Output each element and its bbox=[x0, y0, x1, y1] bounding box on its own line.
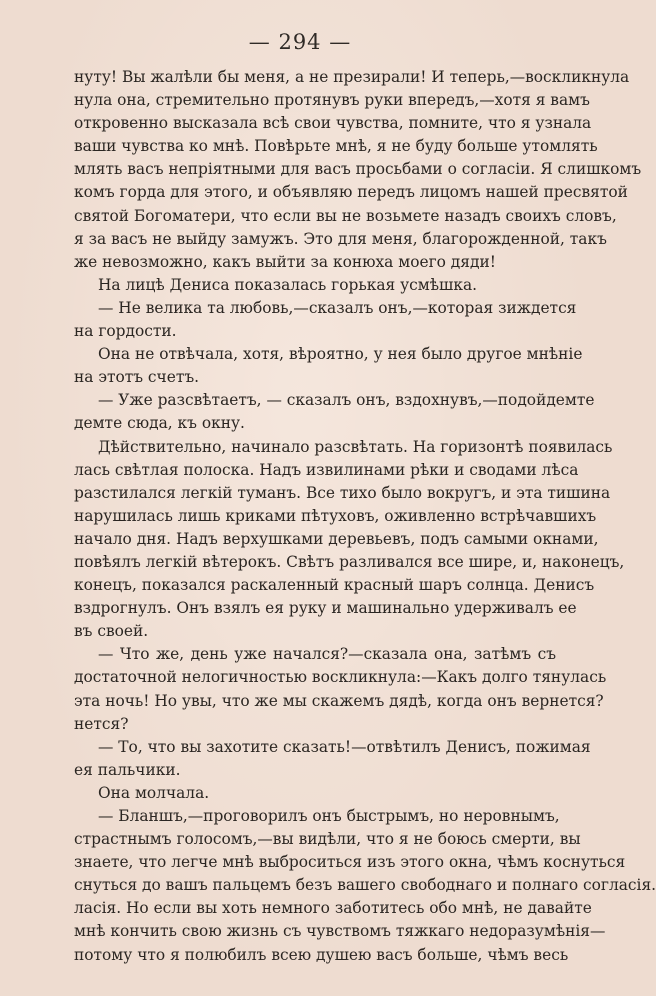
text-line: мнѣ кончить свою жизнь съ чувствомъ тяжкаго недоразумѣнія— bbox=[74, 922, 606, 941]
text-line: начало дня. Надъ верхушками деревьевъ, подъ самыми окнами, bbox=[74, 529, 599, 548]
text-line: млять васъ непріятными для васъ просьбами о согласіи. Я слишкомъ bbox=[74, 160, 642, 179]
text-line: эта ночь! Но увы, что же мы скажемъ дядѣ, когда онъ вернется? bbox=[74, 691, 604, 710]
text-line: ласія. Но если вы хоть немного заботитесь обо мнѣ, не давайте bbox=[74, 899, 592, 918]
text-line: На лицѣ Дениса показалась горькая усмѣшка. bbox=[98, 275, 478, 294]
text-line: Дѣйствительно, начинало разсвѣтать. На горизонтѣ появилась bbox=[98, 437, 613, 456]
text-line: ваши чувства ко мнѣ. Повѣрьте мнѣ, я не буду больше утомлять bbox=[74, 137, 598, 156]
text-line: нула она, стремительно протянувъ руки впередъ,—хотя я вамъ bbox=[74, 91, 590, 110]
text-line: повѣялъ легкій вѣтерокъ. Свѣтъ разливался все шире, и, наконецъ, bbox=[74, 552, 625, 571]
text-line: на гордости. bbox=[74, 322, 177, 341]
text-line: разстилался легкій туманъ. Все тихо было вокругъ, и эта тишина bbox=[74, 483, 611, 502]
text-line: на этотъ счетъ. bbox=[74, 368, 200, 387]
text-line: святой Богоматери, что если вы не возьмете назадъ своихъ словъ, bbox=[74, 206, 617, 225]
text-line: — Бланшъ,—проговорилъ онъ быстрымъ, но неровнымъ, bbox=[98, 807, 560, 825]
text-line: демте сюда, къ окну. bbox=[74, 414, 245, 433]
text-line: ея пальчики. bbox=[74, 760, 181, 779]
text-line: нуту! Вы жалѣли бы меня, а не презирали! И теперь,—воскликнула bbox=[74, 68, 630, 86]
text-line: я за васъ не выйду замужъ. Это для меня, благорожденной, такъ bbox=[74, 229, 607, 248]
text-line: нарушилась лишь криками пѣтуховъ, оживленно встрѣчавшихъ bbox=[74, 506, 597, 525]
text-line: — Уже разсвѣтаетъ, — сказалъ онъ, вздохнувъ,—подойдемте bbox=[98, 391, 595, 410]
text-line: снуться до вашъ пальцемъ безъ вашего свободнаго и полнаго согласія. bbox=[74, 876, 656, 895]
text-line: Она не отвѣчала, хотя, вѣроятно, у нея было другое мнѣніе bbox=[98, 345, 583, 364]
text-line: лась свѣтлая полоска. Надъ извилинами рѣки и сводами лѣса bbox=[74, 460, 579, 479]
text-line: страстнымъ голосомъ,—вы видѣли, что я не боюсь смерти, вы bbox=[74, 830, 581, 849]
text-line: вздрогнулъ. Онъ взялъ ея руку и машинально удерживалъ ее bbox=[74, 599, 577, 618]
text-line: потому что я полюбилъ всею душею васъ больше, чѣмъ весь bbox=[74, 945, 569, 964]
text-line: нется? bbox=[74, 714, 129, 733]
text-line: Она молчала. bbox=[98, 783, 210, 802]
text-line: конецъ, показался раскаленный красный шаръ солнца. Денисъ bbox=[74, 576, 595, 595]
text-line: — Не велика та любовь,—сказалъ онъ,—которая зиждется bbox=[98, 298, 577, 317]
text-line: — Что же, день уже начался?—сказала она, затѣмъ съ bbox=[98, 645, 556, 664]
text-line: знаете, что легче мнѣ выброситься изъ этого окна, чѣмъ коснуться bbox=[74, 853, 626, 872]
text-line: комъ горда для этого, и объявляю передъ лицомъ нашей пресвятой bbox=[74, 183, 628, 202]
text-line: въ своей. bbox=[74, 622, 149, 641]
page-number: — 294 — bbox=[248, 30, 352, 54]
page-text bbox=[74, 66, 656, 967]
text-line: откровенно высказала всѣ свои чувства, помните, что я узнала bbox=[74, 114, 592, 133]
text-line: — То, что вы захотите сказать!—отвѣтилъ Денисъ, пожимая bbox=[98, 737, 591, 756]
text-line: достаточной нелогичностью воскликнула:—Какъ долго тянулась bbox=[74, 668, 607, 687]
text-line: же невозможно, какъ выйти за конюха моего дяди! bbox=[74, 252, 496, 271]
